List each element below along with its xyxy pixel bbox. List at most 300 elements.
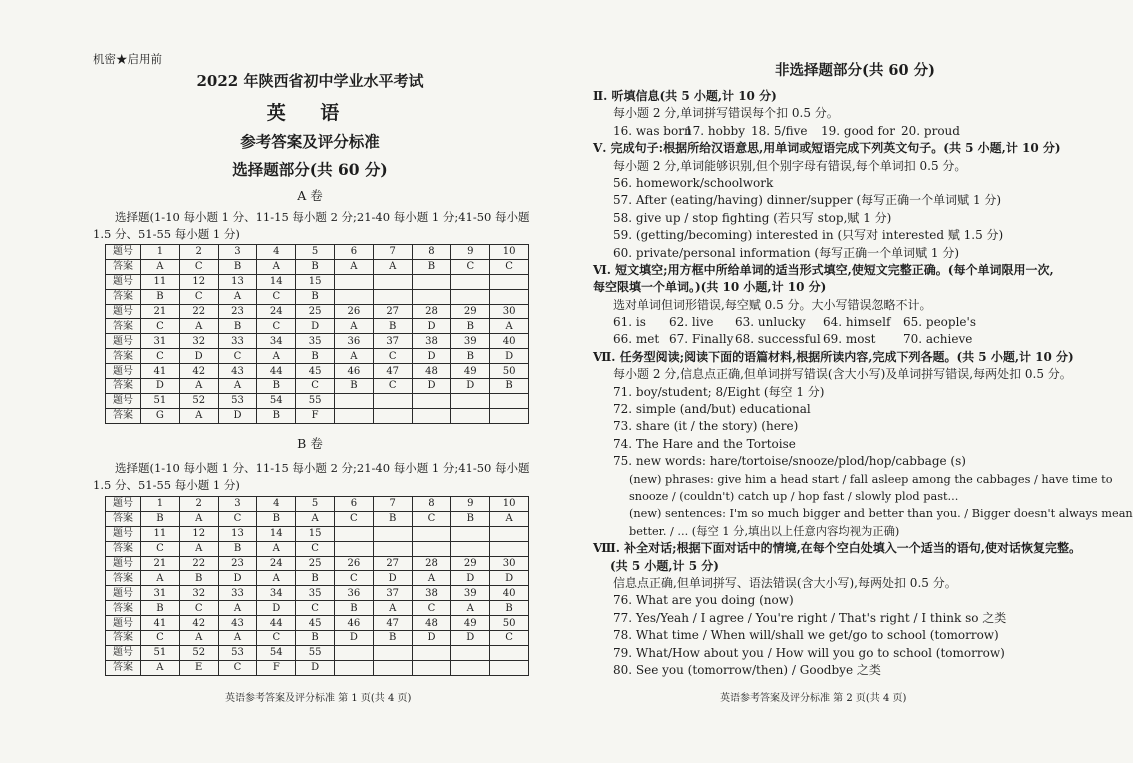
- answer-cell: A: [141, 660, 180, 675]
- question-number-cell: 52: [179, 645, 218, 660]
- answer-cell: [451, 660, 490, 675]
- answer-line: 76. What are you doing (now): [613, 593, 794, 608]
- section-8-heading-cont: (共 5 小题,计 5 分): [610, 558, 719, 573]
- answer-cell: C: [257, 631, 296, 646]
- page-footer-right: 英语参考答案及评分标准 第 2 页(共 4 页): [720, 693, 907, 704]
- question-number-cell: 53: [218, 393, 257, 408]
- answer-cell: [490, 541, 529, 556]
- question-number-cell: [334, 393, 373, 408]
- question-number-cell: [373, 274, 412, 289]
- answer-line: 59. (getting/becoming) interested in (只写对 interested 赋 1.5 分): [613, 228, 1004, 243]
- question-number-cell: 43: [218, 616, 257, 631]
- question-number-cell: 42: [179, 364, 218, 379]
- question-number-cell: 27: [373, 304, 412, 319]
- answer-cell: C: [412, 511, 451, 526]
- page-2: [545, 0, 1133, 763]
- answer-cell: [334, 660, 373, 675]
- answer-cell: A: [257, 349, 296, 364]
- question-number-cell: [490, 526, 529, 541]
- part-title-right: 非选择题部分(共 60 分): [775, 62, 935, 79]
- answer-item: 17. hobby: [685, 123, 745, 138]
- answer-cell: C: [179, 601, 218, 616]
- question-number-cell: 8: [412, 245, 451, 260]
- answer-cell: C: [296, 601, 335, 616]
- exam-title: 2022 年陕西省初中学业水平考试: [196, 72, 424, 90]
- question-number-cell: 47: [373, 616, 412, 631]
- question-number-cell: 21: [141, 556, 180, 571]
- question-number-cell: 41: [141, 364, 180, 379]
- table-row: [106, 259, 529, 274]
- answer-cell: B: [296, 631, 335, 646]
- question-number-cell: 54: [257, 645, 296, 660]
- answer-line: 78. What time / When will/shall we get/go to school (tomorrow): [613, 628, 999, 643]
- table-row: [106, 631, 529, 646]
- row-header-cell: 题号: [106, 556, 141, 571]
- row-header-cell: 答案: [106, 408, 141, 423]
- answer-cell: A: [373, 601, 412, 616]
- answer-cell: A: [334, 319, 373, 334]
- question-number-cell: 37: [373, 586, 412, 601]
- question-number-cell: 23: [218, 304, 257, 319]
- question-number-cell: 45: [296, 364, 335, 379]
- answer-cell: D: [296, 319, 335, 334]
- section-8-answers: [593, 592, 1073, 679]
- table-row: [106, 364, 529, 379]
- answer-cell: [412, 289, 451, 304]
- row-header-cell: 题号: [106, 334, 141, 349]
- answer-cell: A: [179, 319, 218, 334]
- answer-cell: A: [490, 511, 529, 526]
- answers-body: [593, 88, 1133, 679]
- answer-cell: B: [334, 601, 373, 616]
- answer-cell: [373, 660, 412, 675]
- section-7-heading: Ⅶ. 任务型阅读;阅读下面的语篇材料,根据所读内容,完成下列各题。(共 5 小题,计 10 分): [593, 349, 1074, 364]
- answer-line: 77. Yes/Yeah / I agree / You're right / That's right / I think so 之类: [613, 610, 1007, 625]
- question-number-cell: 14: [257, 526, 296, 541]
- answer-cell: C: [296, 541, 335, 556]
- answer-cell: B: [179, 571, 218, 586]
- question-number-cell: 37: [373, 334, 412, 349]
- answer-line: 56. homework/schoolwork: [613, 175, 774, 190]
- question-number-cell: [373, 393, 412, 408]
- answer-cell: B: [218, 541, 257, 556]
- question-number-cell: 52: [179, 393, 218, 408]
- section-2-answers: [593, 123, 1073, 140]
- row-header-cell: 题号: [106, 245, 141, 260]
- row-header-cell: 题号: [106, 364, 141, 379]
- section-2-note: 每小题 2 分,单词拼写错误每个扣 0.5 分。: [613, 106, 839, 121]
- answer-cell: A: [179, 631, 218, 646]
- question-number-cell: 33: [218, 334, 257, 349]
- table-row: [106, 601, 529, 616]
- question-number-cell: 26: [334, 304, 373, 319]
- answer-cell: B: [451, 349, 490, 364]
- page-1: [0, 0, 545, 763]
- answer-cell: [490, 660, 529, 675]
- answer-cell: F: [296, 408, 335, 423]
- answer-cell: D: [334, 631, 373, 646]
- table-row: [106, 245, 529, 260]
- question-number-cell: 4: [257, 245, 296, 260]
- answer-line: 73. share (it / the story) (here): [613, 419, 799, 434]
- question-number-cell: 47: [373, 364, 412, 379]
- section-6-note: 选对单词但词形错误,每空赋 0.5 分。大小写错误忽略不计。: [613, 297, 932, 312]
- answer-cell: D: [296, 660, 335, 675]
- question-number-cell: 12: [179, 526, 218, 541]
- answer-cell: B: [412, 259, 451, 274]
- answer-cell: [334, 289, 373, 304]
- question-number-cell: 53: [218, 645, 257, 660]
- question-number-cell: 5: [296, 497, 335, 512]
- question-number-cell: 55: [296, 393, 335, 408]
- question-number-cell: 36: [334, 586, 373, 601]
- row-header-cell: 答案: [106, 379, 141, 394]
- answer-cell: B: [373, 511, 412, 526]
- question-number-cell: 49: [451, 616, 490, 631]
- question-number-cell: 12: [179, 274, 218, 289]
- section-5-heading: Ⅴ. 完成句子:根据所给汉语意思,用单词或短语完成下列英文句子。(共 5 小题,计 10 分): [593, 141, 1061, 156]
- question-number-cell: 40: [490, 334, 529, 349]
- section-7-note: 每小题 2 分,信息点正确,但单词拼写错误(含大小写)及单词拼写错误,每两处扣 0.5 分。: [613, 367, 1072, 382]
- answer-cell: A: [218, 379, 257, 394]
- question-number-cell: 38: [412, 586, 451, 601]
- row-header-cell: 题号: [106, 497, 141, 512]
- question-number-cell: [490, 645, 529, 660]
- section-8-note: 信息点正确,但单词拼写、语法错误(含大小写),每两处扣 0.5 分。: [613, 575, 957, 590]
- row-header-cell: 题号: [106, 645, 141, 660]
- section-6-heading: Ⅵ. 短文填空;用方框中所给单词的适当形式填空,使短文完整正确。(每个单词限用一次,: [593, 262, 1054, 277]
- answer-cell: A: [141, 259, 180, 274]
- answer-cell: A: [412, 571, 451, 586]
- answer-cell: [490, 408, 529, 423]
- question-number-cell: [334, 274, 373, 289]
- part-title: 选择题部分(共 60 分): [232, 160, 388, 179]
- answer-cell: A: [257, 571, 296, 586]
- question-number-cell: 24: [257, 556, 296, 571]
- question-number-cell: 27: [373, 556, 412, 571]
- question-number-cell: 22: [179, 556, 218, 571]
- section-5-note: 每小题 2 分,单词能够识别,但个别字母有错误,每个单词扣 0.5 分。: [613, 158, 967, 173]
- answer-item: 16. was born: [613, 123, 692, 138]
- answer-cell: A: [296, 511, 335, 526]
- answer-cell: A: [490, 319, 529, 334]
- question-number-cell: 38: [412, 334, 451, 349]
- question-number-cell: 3: [218, 245, 257, 260]
- question-number-cell: 25: [296, 304, 335, 319]
- row-header-cell: 题号: [106, 526, 141, 541]
- answer-line: better. / ... (每空 1 分,填出以上任意内容均视为正确): [629, 524, 900, 538]
- answer-cell: B: [296, 349, 335, 364]
- answer-cell: B: [490, 379, 529, 394]
- question-number-cell: 44: [257, 616, 296, 631]
- question-number-cell: 44: [257, 364, 296, 379]
- answer-cell: D: [412, 349, 451, 364]
- answer-cell: C: [257, 289, 296, 304]
- row-header-cell: 答案: [106, 511, 141, 526]
- question-number-cell: 26: [334, 556, 373, 571]
- table-row: [106, 274, 529, 289]
- section-7-answer-75-details: [593, 471, 1133, 541]
- question-number-cell: 29: [451, 304, 490, 319]
- question-number-cell: [451, 526, 490, 541]
- table-row: [106, 289, 529, 304]
- table-row: [106, 379, 529, 394]
- question-number-cell: 30: [490, 304, 529, 319]
- question-number-cell: 32: [179, 586, 218, 601]
- table-row: [106, 556, 529, 571]
- answer-cell: A: [334, 349, 373, 364]
- question-number-cell: 6: [334, 497, 373, 512]
- answer-cell: D: [179, 349, 218, 364]
- table-row: [106, 334, 529, 349]
- question-number-cell: 8: [412, 497, 451, 512]
- row-header-cell: 题号: [106, 586, 141, 601]
- question-number-cell: 15: [296, 526, 335, 541]
- volume-b-label: B 卷: [297, 436, 323, 451]
- question-number-cell: 6: [334, 245, 373, 260]
- answer-cell: D: [451, 571, 490, 586]
- question-number-cell: 2: [179, 245, 218, 260]
- confidential-mark: 机密★启用前: [93, 52, 162, 66]
- answer-cell: A: [218, 289, 257, 304]
- volume-a-label: A 卷: [297, 188, 323, 203]
- table-row: [106, 645, 529, 660]
- answer-cell: C: [141, 349, 180, 364]
- question-number-cell: 34: [257, 334, 296, 349]
- answer-cell: C: [141, 631, 180, 646]
- question-number-cell: 34: [257, 586, 296, 601]
- answer-item: 20. proud: [901, 123, 960, 138]
- answer-cell: D: [490, 349, 529, 364]
- question-number-cell: [451, 393, 490, 408]
- answer-cell: B: [141, 289, 180, 304]
- question-number-cell: 35: [296, 334, 335, 349]
- answer-item: 69. most: [823, 332, 876, 347]
- question-number-cell: 48: [412, 616, 451, 631]
- answer-cell: B: [296, 571, 335, 586]
- answer-cell: C: [490, 631, 529, 646]
- section-5-answers: [593, 175, 1073, 262]
- answer-item: 64. himself: [823, 315, 891, 330]
- question-number-cell: 10: [490, 245, 529, 260]
- answer-item: 68. successful: [735, 332, 821, 347]
- row-header-cell: 答案: [106, 259, 141, 274]
- answer-cell: C: [218, 660, 257, 675]
- row-header-cell: 题号: [106, 393, 141, 408]
- answer-cell: A: [218, 631, 257, 646]
- question-number-cell: [451, 645, 490, 660]
- answer-cell: D: [218, 571, 257, 586]
- answer-cell: A: [334, 259, 373, 274]
- answer-cell: C: [373, 379, 412, 394]
- question-number-cell: 22: [179, 304, 218, 319]
- answer-cell: B: [373, 319, 412, 334]
- row-header-cell: 答案: [106, 349, 141, 364]
- table-row: [106, 616, 529, 631]
- answer-cell: B: [141, 511, 180, 526]
- table-row: [106, 541, 529, 556]
- question-number-cell: 11: [141, 526, 180, 541]
- answer-line: 79. What/How about you / How will you go to school (tomorrow): [613, 645, 1005, 660]
- question-number-cell: 36: [334, 334, 373, 349]
- question-number-cell: 25: [296, 556, 335, 571]
- answer-cell: A: [179, 511, 218, 526]
- answer-line: 80. See you (tomorrow/then) / Goodbye 之类: [613, 662, 881, 677]
- question-number-cell: 45: [296, 616, 335, 631]
- page-footer: 英语参考答案及评分标准 第 1 页(共 4 页): [225, 693, 412, 704]
- answer-cell: C: [373, 349, 412, 364]
- section-2-heading: Ⅱ. 听填信息(共 5 小题,计 10 分): [593, 89, 777, 103]
- section-6-heading-cont: 每空限填一个单词。)(共 10 小题,计 10 分): [593, 280, 827, 295]
- question-number-cell: [490, 393, 529, 408]
- answer-cell: B: [451, 511, 490, 526]
- question-number-cell: 31: [141, 334, 180, 349]
- answer-line: (new) phrases: give him a head start / fall asleep among the cabbages / have time to: [629, 472, 1113, 486]
- answer-cell: D: [412, 319, 451, 334]
- table-row: [106, 408, 529, 423]
- table-row: [106, 526, 529, 541]
- answer-cell: [412, 541, 451, 556]
- answer-cell: C: [141, 541, 180, 556]
- answer-item: 67. Finally: [669, 332, 734, 347]
- question-number-cell: 39: [451, 586, 490, 601]
- question-number-cell: 31: [141, 586, 180, 601]
- answer-cell: [451, 289, 490, 304]
- question-number-cell: 55: [296, 645, 335, 660]
- volume-b-answer-table: [105, 496, 529, 676]
- question-number-cell: [412, 526, 451, 541]
- question-number-cell: [334, 526, 373, 541]
- answer-cell: D: [257, 601, 296, 616]
- answer-line: 58. give up / stop fighting (若只写 stop,赋 1 分): [613, 210, 892, 225]
- answer-cell: A: [257, 259, 296, 274]
- question-number-cell: [412, 393, 451, 408]
- answer-cell: B: [373, 631, 412, 646]
- answer-cell: C: [179, 259, 218, 274]
- volume-a-answer-table: [105, 244, 529, 424]
- answer-cell: D: [412, 631, 451, 646]
- answer-item: 63. unlucky: [735, 315, 806, 330]
- answer-cell: D: [412, 379, 451, 394]
- answer-cell: A: [257, 541, 296, 556]
- answer-line: (new) sentences: I'm so much bigger and better than you. / Bigger doesn't always mean: [629, 507, 1133, 521]
- answer-item: 19. good for: [821, 123, 895, 138]
- answer-cell: [412, 408, 451, 423]
- row-header-cell: 答案: [106, 289, 141, 304]
- answer-cell: [373, 408, 412, 423]
- answer-cell: B: [490, 601, 529, 616]
- question-number-cell: 23: [218, 556, 257, 571]
- question-number-cell: 1: [141, 497, 180, 512]
- question-number-cell: [373, 526, 412, 541]
- table-row: [106, 586, 529, 601]
- question-number-cell: 49: [451, 364, 490, 379]
- answer-cell: D: [373, 571, 412, 586]
- question-number-cell: 14: [257, 274, 296, 289]
- question-number-cell: 50: [490, 364, 529, 379]
- question-number-cell: 51: [141, 393, 180, 408]
- answer-cell: [451, 541, 490, 556]
- answer-cell: B: [296, 259, 335, 274]
- question-number-cell: 42: [179, 616, 218, 631]
- answer-cell: [412, 660, 451, 675]
- question-number-cell: [412, 645, 451, 660]
- answer-item: 66. met: [613, 332, 660, 347]
- answer-cell: B: [451, 319, 490, 334]
- question-number-cell: 33: [218, 586, 257, 601]
- answer-cell: A: [373, 259, 412, 274]
- answer-item: 18. 5/five: [751, 123, 808, 138]
- question-number-cell: [334, 645, 373, 660]
- answer-item: 65. people's: [903, 315, 976, 330]
- question-number-cell: 9: [451, 245, 490, 260]
- question-number-cell: 41: [141, 616, 180, 631]
- question-number-cell: 43: [218, 364, 257, 379]
- question-number-cell: 30: [490, 556, 529, 571]
- question-number-cell: 28: [412, 556, 451, 571]
- row-header-cell: 答案: [106, 631, 141, 646]
- row-header-cell: 题号: [106, 616, 141, 631]
- question-number-cell: 32: [179, 334, 218, 349]
- table-row: [106, 660, 529, 675]
- answer-line: 57. After (eating/having) dinner/supper (每写正确一个单词赋 1 分): [613, 193, 1002, 208]
- answer-item: 62. live: [669, 315, 714, 330]
- subject-title: 英 语: [266, 102, 354, 124]
- question-number-cell: 5: [296, 245, 335, 260]
- table-row: [106, 393, 529, 408]
- answer-line: snooze / (couldn't) catch up / hop fast / slowly plod past...: [629, 489, 959, 503]
- row-header-cell: 答案: [106, 571, 141, 586]
- question-number-cell: 54: [257, 393, 296, 408]
- answer-cell: [451, 408, 490, 423]
- question-number-cell: 24: [257, 304, 296, 319]
- answer-cell: C: [179, 289, 218, 304]
- answer-item: 70. achieve: [903, 332, 973, 347]
- question-number-cell: [412, 274, 451, 289]
- section-7-answers: [593, 384, 1073, 471]
- question-number-cell: 40: [490, 586, 529, 601]
- answer-cell: [334, 408, 373, 423]
- answer-cell: E: [179, 660, 218, 675]
- answer-cell: D: [451, 631, 490, 646]
- section-8-heading: Ⅷ. 补全对话;根据下面对话中的情境,在每个空白处填入一个适当的语句,使对话恢复完整。: [593, 541, 1081, 556]
- question-number-cell: 1: [141, 245, 180, 260]
- answer-cell: B: [257, 408, 296, 423]
- question-number-cell: 2: [179, 497, 218, 512]
- answer-cell: [334, 541, 373, 556]
- answer-cell: C: [218, 511, 257, 526]
- question-number-cell: 48: [412, 364, 451, 379]
- question-number-cell: 9: [451, 497, 490, 512]
- question-number-cell: 7: [373, 497, 412, 512]
- answer-cell: A: [179, 408, 218, 423]
- answer-line: 71. boy/student; 8/Eight (每空 1 分): [613, 384, 825, 399]
- question-number-cell: 35: [296, 586, 335, 601]
- answer-cell: C: [451, 259, 490, 274]
- answer-cell: B: [257, 379, 296, 394]
- answer-cell: A: [218, 601, 257, 616]
- row-header-cell: 答案: [106, 660, 141, 675]
- volume-b-instructions: 选择题(1-10 每小题 1 分、11-15 每小题 2 分;21-40 每小题 1 分;41-50 每小题 1.5 分、51-55 每小题 1 分): [93, 461, 530, 492]
- question-number-cell: 28: [412, 304, 451, 319]
- question-number-cell: 46: [334, 364, 373, 379]
- answer-cell: A: [141, 571, 180, 586]
- question-number-cell: 13: [218, 526, 257, 541]
- answer-cell: B: [296, 289, 335, 304]
- answer-cell: C: [412, 601, 451, 616]
- question-number-cell: 29: [451, 556, 490, 571]
- answer-line: 72. simple (and/but) educational: [613, 402, 811, 417]
